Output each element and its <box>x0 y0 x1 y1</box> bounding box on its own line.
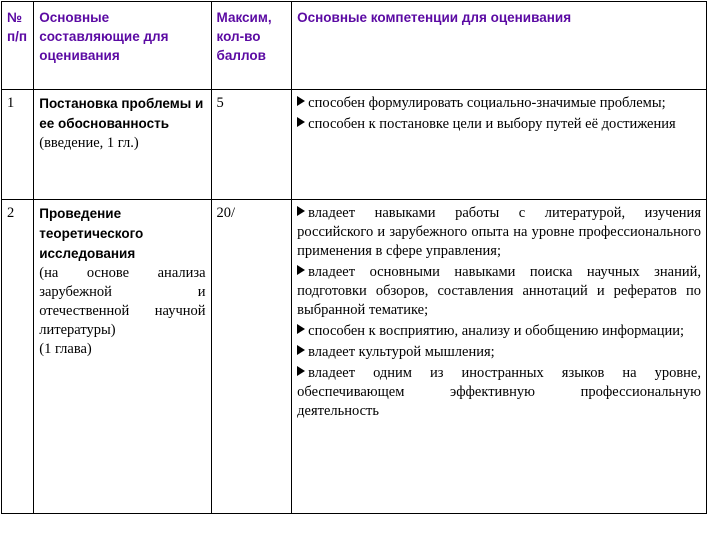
competency-text: способен формулировать социально-значимые проблемы; <box>308 95 666 111</box>
arrow-bullet-icon <box>297 96 305 106</box>
competency-text: владеет основными навыками поиска научных знаний, подготовки обзоров, составления аннотаций и рефератов по выбранной тематике; <box>297 264 701 318</box>
arrow-bullet-icon <box>297 366 305 376</box>
component-note-chapter: (1 глава) <box>39 341 92 357</box>
component-title: Проведение теоретического исследования <box>39 206 144 261</box>
header-competencies: Основные компетенции для оценивания <box>292 2 707 90</box>
arrow-bullet-icon <box>297 324 305 334</box>
header-num: № п/п <box>2 2 34 90</box>
list-item <box>297 364 701 421</box>
table-row <box>2 90 707 200</box>
component-note: (введение, 1 гл.) <box>39 135 139 151</box>
row-max-points: 20/ <box>211 200 292 514</box>
arrow-bullet-icon <box>297 206 305 216</box>
competency-text: владеет одним из иностранных языков на уровне, обеспечивающем эффективную профессиональную деятельность <box>297 365 701 419</box>
competency-text: владеет культурой мышления; <box>308 344 495 360</box>
competency-text: владеет навыками работы с литературой, изучения российского и зарубежного опыта на уровне профессионального применения в сфере управления; <box>297 205 701 259</box>
arrow-bullet-icon <box>297 117 305 127</box>
row-component <box>34 200 211 514</box>
competency-text: способен к восприятию, анализу и обобщению информации; <box>308 323 685 339</box>
arrow-bullet-icon <box>297 345 305 355</box>
competency-text: способен к постановке цели и выбору путей её достижения <box>308 116 676 132</box>
list-item <box>297 94 701 113</box>
competency-list <box>297 94 701 134</box>
list-item <box>297 263 701 320</box>
component-note: (на основе анализа зарубежной и отечественной научной литературы) <box>39 265 206 338</box>
row-competencies <box>292 200 707 514</box>
header-component: Основные составляющие для оценивания <box>34 2 211 90</box>
competency-list <box>297 204 701 421</box>
evaluation-table <box>1 1 707 514</box>
row-competencies <box>292 90 707 200</box>
table-row <box>2 200 707 514</box>
list-item <box>297 322 701 341</box>
arrow-bullet-icon <box>297 265 305 275</box>
list-item <box>297 204 701 261</box>
list-item <box>297 343 701 362</box>
row-num: 2 <box>2 200 34 514</box>
list-item <box>297 115 701 134</box>
row-component <box>34 90 211 200</box>
row-max-points: 5 <box>211 90 292 200</box>
header-max-points: Максим, кол-во баллов <box>211 2 292 90</box>
component-title: Постановка проблемы и ее обоснованность <box>39 96 204 131</box>
table-header-row <box>2 2 707 90</box>
row-num: 1 <box>2 90 34 200</box>
